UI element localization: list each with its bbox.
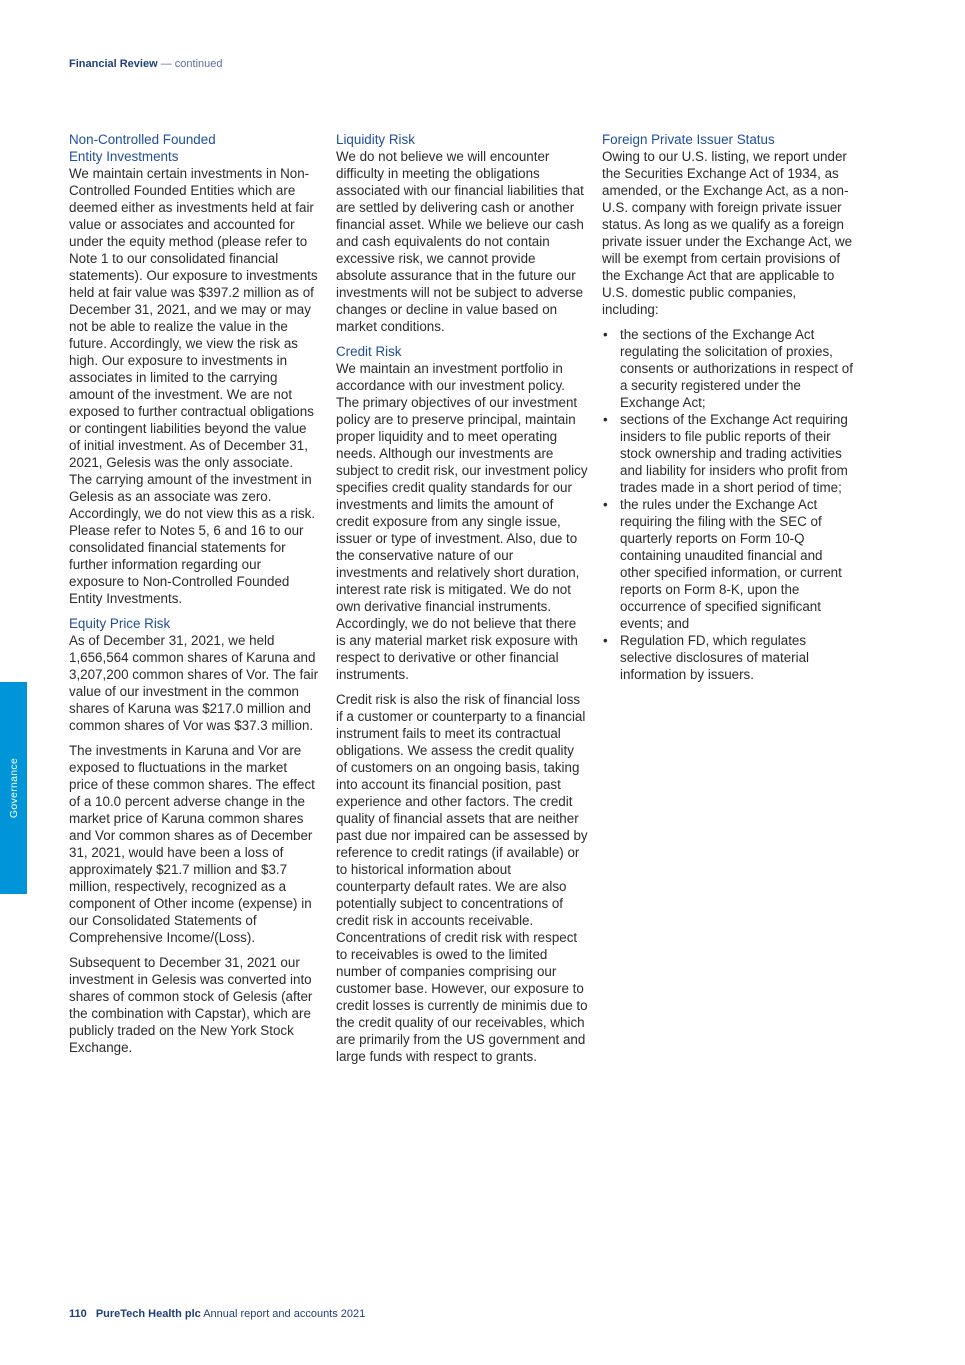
list-item-text: the rules under the Exchange Act requiring the filing with the SEC of quarterly reports on Form 10-Q containing unaudited financial and other specified information, or current reports on Form 8-K, upon the occurrence of specified significant events; and: [620, 497, 842, 631]
header-suffix: — continued: [160, 58, 223, 70]
list-item: [602, 326, 854, 411]
column-right: [602, 131, 854, 683]
paragraph-credit-1: We maintain an investment portfolio in accordance with our investment policy. The primary objectives of our investment policy are to preserve principal, maintain proper liquidity and to meet operating needs. Although our investments are subject to credit risk, our investment policy specifies credit quality standards for our investments and limits the amount of credit exposure from any single issue, issuer or type of investment. Also, due to the conservative nature of our investments and relatively short duration, interest rate risk is mitigated. We do not own derivative financial instruments. Accordingly, we do not believe that there is any material market risk exposure with respect to derivative or other financial instruments.: [336, 361, 588, 682]
list-item: [602, 496, 854, 632]
footer-company: PureTech Health plc: [95, 1308, 201, 1320]
paragraph-equity-1: As of December 31, 2021, we held 1,656,564 common shares of Karuna and 3,207,200 common shares of Vor. The fair value of our investment in the common shares of Karuna was $217.0 million and common shares of Vor was $37.3 million.: [69, 633, 319, 733]
paragraph-liquidity: We do not believe we will encounter difficulty in meeting the obligations associated with our financial liabilities that are settled by delivering cash or another financial asset. While we believe our cash and cash equivalents do not contain excessive risk, we cannot provide absolute assurance that in the future our investments will not be subject to adverse changes or decline in value based on market conditions.: [336, 149, 584, 334]
running-header: [69, 58, 222, 70]
header-section: Financial Review: [69, 58, 158, 70]
heading-equity-price-risk: Equity Price Risk: [69, 616, 171, 631]
column-left: [69, 131, 319, 1064]
exemption-list: [602, 326, 854, 683]
paragraph-equity-2: The investments in Karuna and Vor are exposed to fluctuations in the market price of these common shares. The effect of a 10.0 percent adverse change in the market price of Karuna common shares and Vor common shares as of December 31, 2021, would have been a loss of approximately $21.7 million and $3.7 million, respectively, recognized as a component of Other income (expense) in our Consolidated Statements of Comprehensive Income/(Loss).: [69, 743, 315, 945]
paragraph-credit-2: Credit risk is also the risk of financial loss if a customer or counterparty to a financial instrument fails to meet its contractual obligations. We assess the credit quality of customers on an ongoing basis, taking into account its financial position, past experience and other factors. The credit quality of financial assets that are neither past due nor impaired can be assessed by reference to credit ratings (if available) or to historical information about counterparty default rates. We are also potentially subject to concentrations of credit risk in accounts receivable. Concentrations of credit risk with respect to receivables is owed to the limited number of companies comprising our customer base. However, our exposure to credit losses is currently de minimis due to the credit quality of our receivables, which are primarily from the US government and large funds with respect to grants.: [336, 692, 588, 1064]
paragraph-equity-3: Subsequent to December 31, 2021 our investment in Gelesis was converted into shares of common stock of Gelesis (after the combination with Capstar), which are publicly traded on the New York Stock Exchange.: [69, 955, 313, 1055]
list-item-text: sections of the Exchange Act requiring insiders to file public reports of their stock ownership and trading activities and liability for insiders who profit from trades made in a short period of time;: [620, 412, 848, 495]
bullet-icon: •: [603, 633, 608, 648]
heading-liquidity-risk: Liquidity Risk: [336, 132, 415, 147]
heading-foreign-private-issuer: Foreign Private Issuer Status: [602, 132, 775, 147]
list-item-text: the sections of the Exchange Act regulating the solicitation of proxies, consents or authorizations in respect of a security registered under the Exchange Act;: [620, 327, 853, 410]
paragraph-non-controlled: We maintain certain investments in Non-Controlled Founded Entities which are deemed either as investments held at fair value or associates and accounted for under the equity method (please refer to Note 1 to our consolidated financial statements). Our exposure to investments held at fair value was $397.2 million as of December 31, 2021, and we may or may not be able to realize the value in the future. Accordingly, we view the risk as high. Our exposure to investments in associates in limited to the carrying amount of the investment. We are not exposed to further contractual obligations or contingent liabilities beyond the value of initial investment. As of December 31, 2021, Gelesis was the only associate. The carrying amount of the investment in Gelesis as an associate was zero. Accordingly, we do not view this as a risk. Please refer to Notes 5, 6 and 16 to our consolidated financial statements for further information regarding our exposure to Non-Controlled Founded Entity Investments.: [69, 166, 318, 606]
list-item-text: Regulation FD, which regulates selective disclosures of material information by issuers.: [620, 633, 810, 682]
list-item: [602, 411, 854, 496]
page-footer: [69, 1308, 365, 1320]
side-tab-label: Governance: [7, 757, 20, 819]
section-side-tab[interactable]: [0, 682, 27, 894]
bullet-icon: •: [603, 412, 608, 427]
column-middle: [336, 131, 588, 1073]
list-item: [602, 632, 854, 683]
heading-credit-risk: Credit Risk: [336, 344, 402, 359]
paragraph-foreign-private-issuer: Owing to our U.S. listing, we report under the Securities Exchange Act of 1934, as amended, or the Exchange Act, as a non-U.S. company with foreign private issuer status. As long as we qualify as a foreign private issuer under the Exchange Act, we will be exempt from certain provisions of the Exchange Act that are applicable to U.S. domestic public companies, including:: [602, 149, 853, 317]
page-number: 110: [69, 1308, 87, 1320]
heading-non-controlled: Non-Controlled Founded Entity Investments: [69, 132, 216, 164]
footer-document-title: Annual report and accounts 2021: [203, 1308, 366, 1320]
bullet-icon: •: [603, 497, 608, 512]
bullet-icon: •: [603, 327, 608, 342]
